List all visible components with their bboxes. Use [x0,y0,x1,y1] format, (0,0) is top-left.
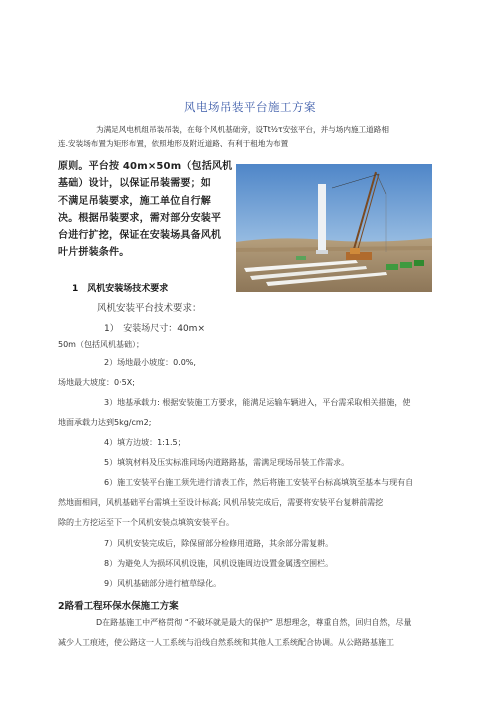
requirement-9: 9）风机基础部分进行植草绿化。 [104,579,222,588]
requirement-6-cont: 然地面相同，风机基础平台需填土至设计标高; 风机吊装完成后，需要将安装平台复耕前需挖 [58,498,384,507]
requirement-1-cont: 50m（包括风机基础）； [58,340,144,349]
float-line: 决。根据吊装要求，需对部分安装平 [58,212,222,224]
requirement-3: 3）地基承载力: 根据安装施工方要求，能满足运输车辆进入，平台需采取相关措施，使 [104,398,411,407]
intro-line-2: 连.安装场布置为矩形布置，依照地形及附近道路、有利于租地为布置 [58,139,289,148]
page-title: 风电场吊装平台施工方案 [184,100,316,114]
construction-photo [236,164,432,292]
section-2-line-2: 减少人工痕迹，使公路这一人工系统与沿线自然系统和其他人工系统配合协调。从公路路基施工 [58,638,394,647]
section-1-subheading: 风机安装平台技术要求： [97,303,202,314]
requirement-8: 8）为避免人为损坏风机设施，风机设施周边设置金属透空围栏。 [104,559,334,568]
requirement-6: 6）施工安装平台施工须先进行清表工作，然后将施工安装平台标高填筑至基本与现有自 [104,478,414,487]
requirement-3-cont: 地面承载力达到5kg∕cm2; [58,418,152,427]
float-paragraph [58,158,234,262]
requirement-1: 1） 安装场尺寸：40m× [104,324,205,334]
float-line: 台进行扩挖，保证在安装场具备风机 [58,230,222,242]
section-2-heading: 2路看工程环保水保施工方案 [58,601,179,612]
float-line: 不满足吊装要求，施工单位自行解 [58,195,211,207]
float-line: 原则。平台按 40m×50m（包括风机 [58,161,233,172]
wind-turbine-crane-photo [236,164,432,292]
requirement-6-cont2: 除的土方挖运至下一个风机安装点填筑安装平台。 [58,518,234,527]
float-line: 基础）设计，以保证吊装需要；如 [58,178,211,190]
requirement-5: 5）填筑材料及压实标准同场内道路路基，需满足现场吊装工作需求。 [104,458,350,467]
requirement-7: 7）风机安装完成后，除保留部分检修用道路，其余部分需复耕。 [104,539,334,548]
requirement-2: 2）场地最小坡度：0.0%, [104,358,196,367]
requirement-4: 4）填方边坡：1:1.5； [104,438,186,447]
section-1-heading: 1 风机安装场技术要求 [72,284,169,294]
float-line: 叶片拼装条件。 [58,247,130,259]
section-2-line-1: D在路基施工中严格贯彻 “不破坏就是最大的保护” 思想理念，尊重自然，回归自然，尽量 [96,618,412,627]
requirement-2-cont: 场地最大坡度：0·5X; [58,378,135,387]
intro-line-1: 为满足风电机组吊装吊装，在每个风机基础旁，设Tt½τ安弦平台，并与场内施工道路相 [96,125,389,134]
